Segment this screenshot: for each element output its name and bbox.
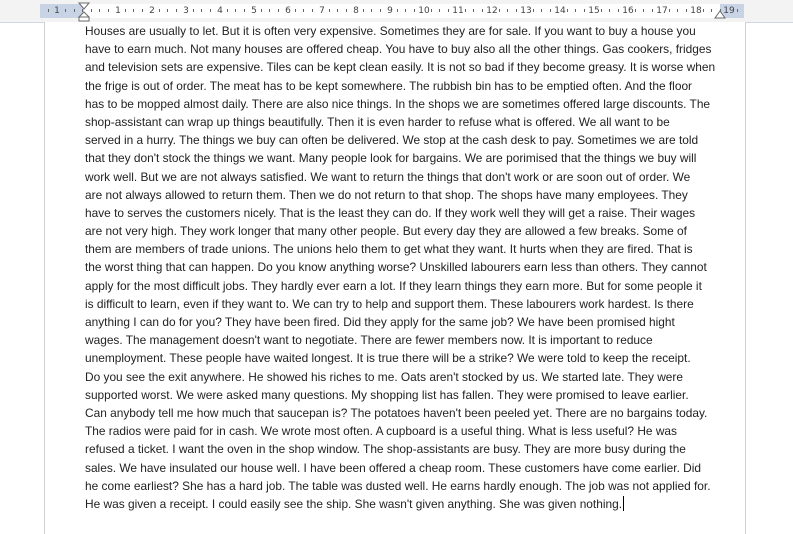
document-line: anything I can do for you? They have been fired. Did they apply for the same job? We have been promised hight <box>85 315 675 329</box>
ruler-tick <box>74 9 75 12</box>
ruler-tick <box>601 9 602 12</box>
ruler-number: 3 <box>183 6 189 16</box>
document-line: the worst thing that can happen. Do you know anything worse? Unskilled labourers earn less than others. They cannot <box>85 260 707 275</box>
ruler-tick <box>99 9 100 12</box>
ruler-number: 18 <box>690 6 702 16</box>
ruler-tick <box>711 9 712 12</box>
ruler-tick <box>618 9 619 12</box>
ruler-tick <box>686 9 687 12</box>
ruler-number: 11 <box>452 6 464 16</box>
ruler-tick <box>516 9 517 12</box>
ruler-tick <box>380 9 381 12</box>
ruler-number: 1 <box>115 6 121 16</box>
left-indent-marker-icon[interactable] <box>78 2 90 22</box>
document-line: served in a hurry. The things we buy can often be delivered. We stop at the cash desk to pay. Sometimes we are told <box>85 133 699 148</box>
ruler-tick <box>397 9 398 12</box>
document-line: shop-assistant can wrap up things beautifully. Then it is even harder to refuse what is offered. We all want to be <box>85 114 670 129</box>
document-line: the frige is out of order. The meat has to be kept somewhere. The rubbish bin has to be emptied often. And the floor <box>85 78 693 93</box>
ruler-tick <box>465 9 466 12</box>
document-line: The radios were paid for in cash. We wrote most often. A cupboard is a useful thing. What is less useful? He was <box>85 424 677 439</box>
ruler-tick <box>261 9 262 12</box>
ruler-number: 15 <box>588 6 600 16</box>
text-cursor <box>623 496 624 511</box>
ruler-tick <box>125 9 126 12</box>
ruler-tick <box>193 9 194 12</box>
ruler-tick <box>541 9 542 12</box>
ruler-number: 1 <box>54 6 60 16</box>
ruler-tick <box>312 9 313 12</box>
document-line: them are members of trade unions. The unions helo them to get what they want. It hurts when they are fired. That is <box>85 242 693 257</box>
document-line: unemployment. These people have waited longest. It is true there will be a strike? We were told to keep the receipt. <box>85 351 691 366</box>
ruler-tick <box>244 9 245 12</box>
document-line: and television sets are expensive. Tiles can be kept clean easily. It is not so bad if they become greasy. It is worse when <box>85 60 716 75</box>
document-line: has to be mopped almost daily. There are also nice things. In the shops we are sometimes offered large discounts. The <box>85 96 711 111</box>
ruler-tick <box>210 9 211 12</box>
ruler-number: 7 <box>319 6 325 16</box>
horizontal-ruler[interactable] <box>0 0 793 23</box>
ruler-number: 5 <box>251 6 257 16</box>
ruler-tick <box>448 9 449 12</box>
document-page[interactable] <box>44 22 746 534</box>
ruler-tick <box>550 9 551 12</box>
document-line: Can anybody tell me how much that saucepan is? The potatoes haven't been peeled yet. There are no bargains today. <box>85 405 708 420</box>
ruler-tick <box>227 9 228 12</box>
ruler-tick <box>269 9 270 12</box>
ruler-number: 4 <box>217 6 223 16</box>
ruler-tick <box>473 9 474 12</box>
document-line: sales. We have insulated our house well. I have been offered a cheap room. These customers have come earlier. Did <box>85 460 702 475</box>
document-line: Houses are usually to let. But it is often very expensive. Sometimes they are for sale. If you want to buy a house you <box>85 24 696 38</box>
ruler-tick <box>371 9 372 12</box>
ruler-tick <box>329 9 330 12</box>
document-line: are not very high. They work longer that many other people. But every day they are allowed a few breaks. Some of <box>85 224 687 239</box>
ruler-tick <box>91 9 92 12</box>
ruler-tick <box>405 9 406 12</box>
document-line: Do you see the exit anywhere. He showed his riches to me. Oats aren't stocked by us. We started late. They were <box>85 369 683 384</box>
ruler-tick <box>414 9 415 12</box>
document-line: wages. The management doesn't want to negotiate. There are fewer members now. It is important to reduce <box>85 333 653 348</box>
document-line: is difficult to learn, even if they want to. We can try to help and support them. These labourers work hardest. Is there <box>85 296 694 311</box>
ruler-tick <box>337 9 338 12</box>
ruler-tick <box>142 9 143 12</box>
ruler-tick <box>499 9 500 12</box>
ruler-tick <box>235 9 236 12</box>
ruler-tick <box>176 9 177 12</box>
ruler-tick <box>703 9 704 12</box>
ruler-number: 6 <box>285 6 291 16</box>
document-line: he come earliest? She has a hard job. The table was dusted well. He earns hardly enough. The job was not applied for. <box>85 478 711 493</box>
ruler-number: 14 <box>554 6 566 16</box>
ruler-tick <box>567 9 568 12</box>
ruler-number: 12 <box>486 6 498 16</box>
ruler-tick <box>295 9 296 12</box>
ruler-number: 19 <box>723 6 735 16</box>
document-line: are not always allowed to return them. Then we do not return to that shop. The shops have many employees. They <box>85 187 688 202</box>
ruler-number: 9 <box>387 6 393 16</box>
ruler-tick <box>533 9 534 12</box>
right-indent-marker-icon[interactable] <box>714 10 726 20</box>
ruler-number: 17 <box>656 6 668 16</box>
ruler-tick <box>278 9 279 12</box>
ruler-tick <box>48 9 49 12</box>
ruler-tick <box>108 9 109 12</box>
document-line: that they don't stock the things we want. Many people look for bargains. We are porimised that the things we buy will <box>85 151 697 166</box>
ruler-tick <box>677 9 678 12</box>
ruler-tick <box>346 9 347 12</box>
document-line: have to serves the customers nicely. That is the least they can do. If they work well they will get a raise. Their wages <box>85 205 696 220</box>
ruler-tick <box>507 9 508 12</box>
ruler-number: 10 <box>418 6 430 16</box>
document-line: refused a ticket. I want the oven in the shop window. The shop-assistants are busy. They are more busy during the <box>85 442 686 457</box>
ruler-tick <box>584 9 585 12</box>
ruler-tick <box>65 9 66 12</box>
ruler-tick <box>439 9 440 12</box>
document-line: supported worst. We were asked many questions. My shopping list has fallen. They were promised to leave earlier. <box>85 387 689 402</box>
ruler-number: 8 <box>353 6 359 16</box>
ruler-tick <box>167 9 168 12</box>
ruler-tick <box>363 9 364 12</box>
ruler-tick <box>159 9 160 12</box>
ruler-tick <box>303 9 304 12</box>
ruler-tick <box>643 9 644 12</box>
ruler-tick <box>669 9 670 12</box>
ruler-tick <box>737 9 738 12</box>
ruler-tick <box>635 9 636 12</box>
ruler-tick <box>652 9 653 12</box>
ruler-number: 13 <box>520 6 532 16</box>
ruler-tick <box>133 9 134 12</box>
ruler-tick <box>609 9 610 12</box>
document-body[interactable] <box>85 22 725 513</box>
document-line: apply for the most difficult jobs. They hardly ever earn a lot. If they learn things they earn more. But for some people it <box>85 278 702 293</box>
document-line: He was given a receipt. I could easily see the ship. She wasn't given anything. She was given nothing. <box>85 496 623 511</box>
ruler-tick <box>482 9 483 12</box>
document-line: work well. But we are not always satisfied. We want to return the things that don't work or are soon out of order. We <box>85 169 691 184</box>
ruler-tick <box>575 9 576 12</box>
ruler-tick <box>201 9 202 12</box>
ruler-tick <box>431 9 432 12</box>
ruler-number: 16 <box>622 6 634 16</box>
ruler-number: 2 <box>149 6 155 16</box>
document-line: have to earn much. Not many houses are offered cheap. You have to buy also all the other things. Gas cookers, fridges <box>85 42 712 57</box>
